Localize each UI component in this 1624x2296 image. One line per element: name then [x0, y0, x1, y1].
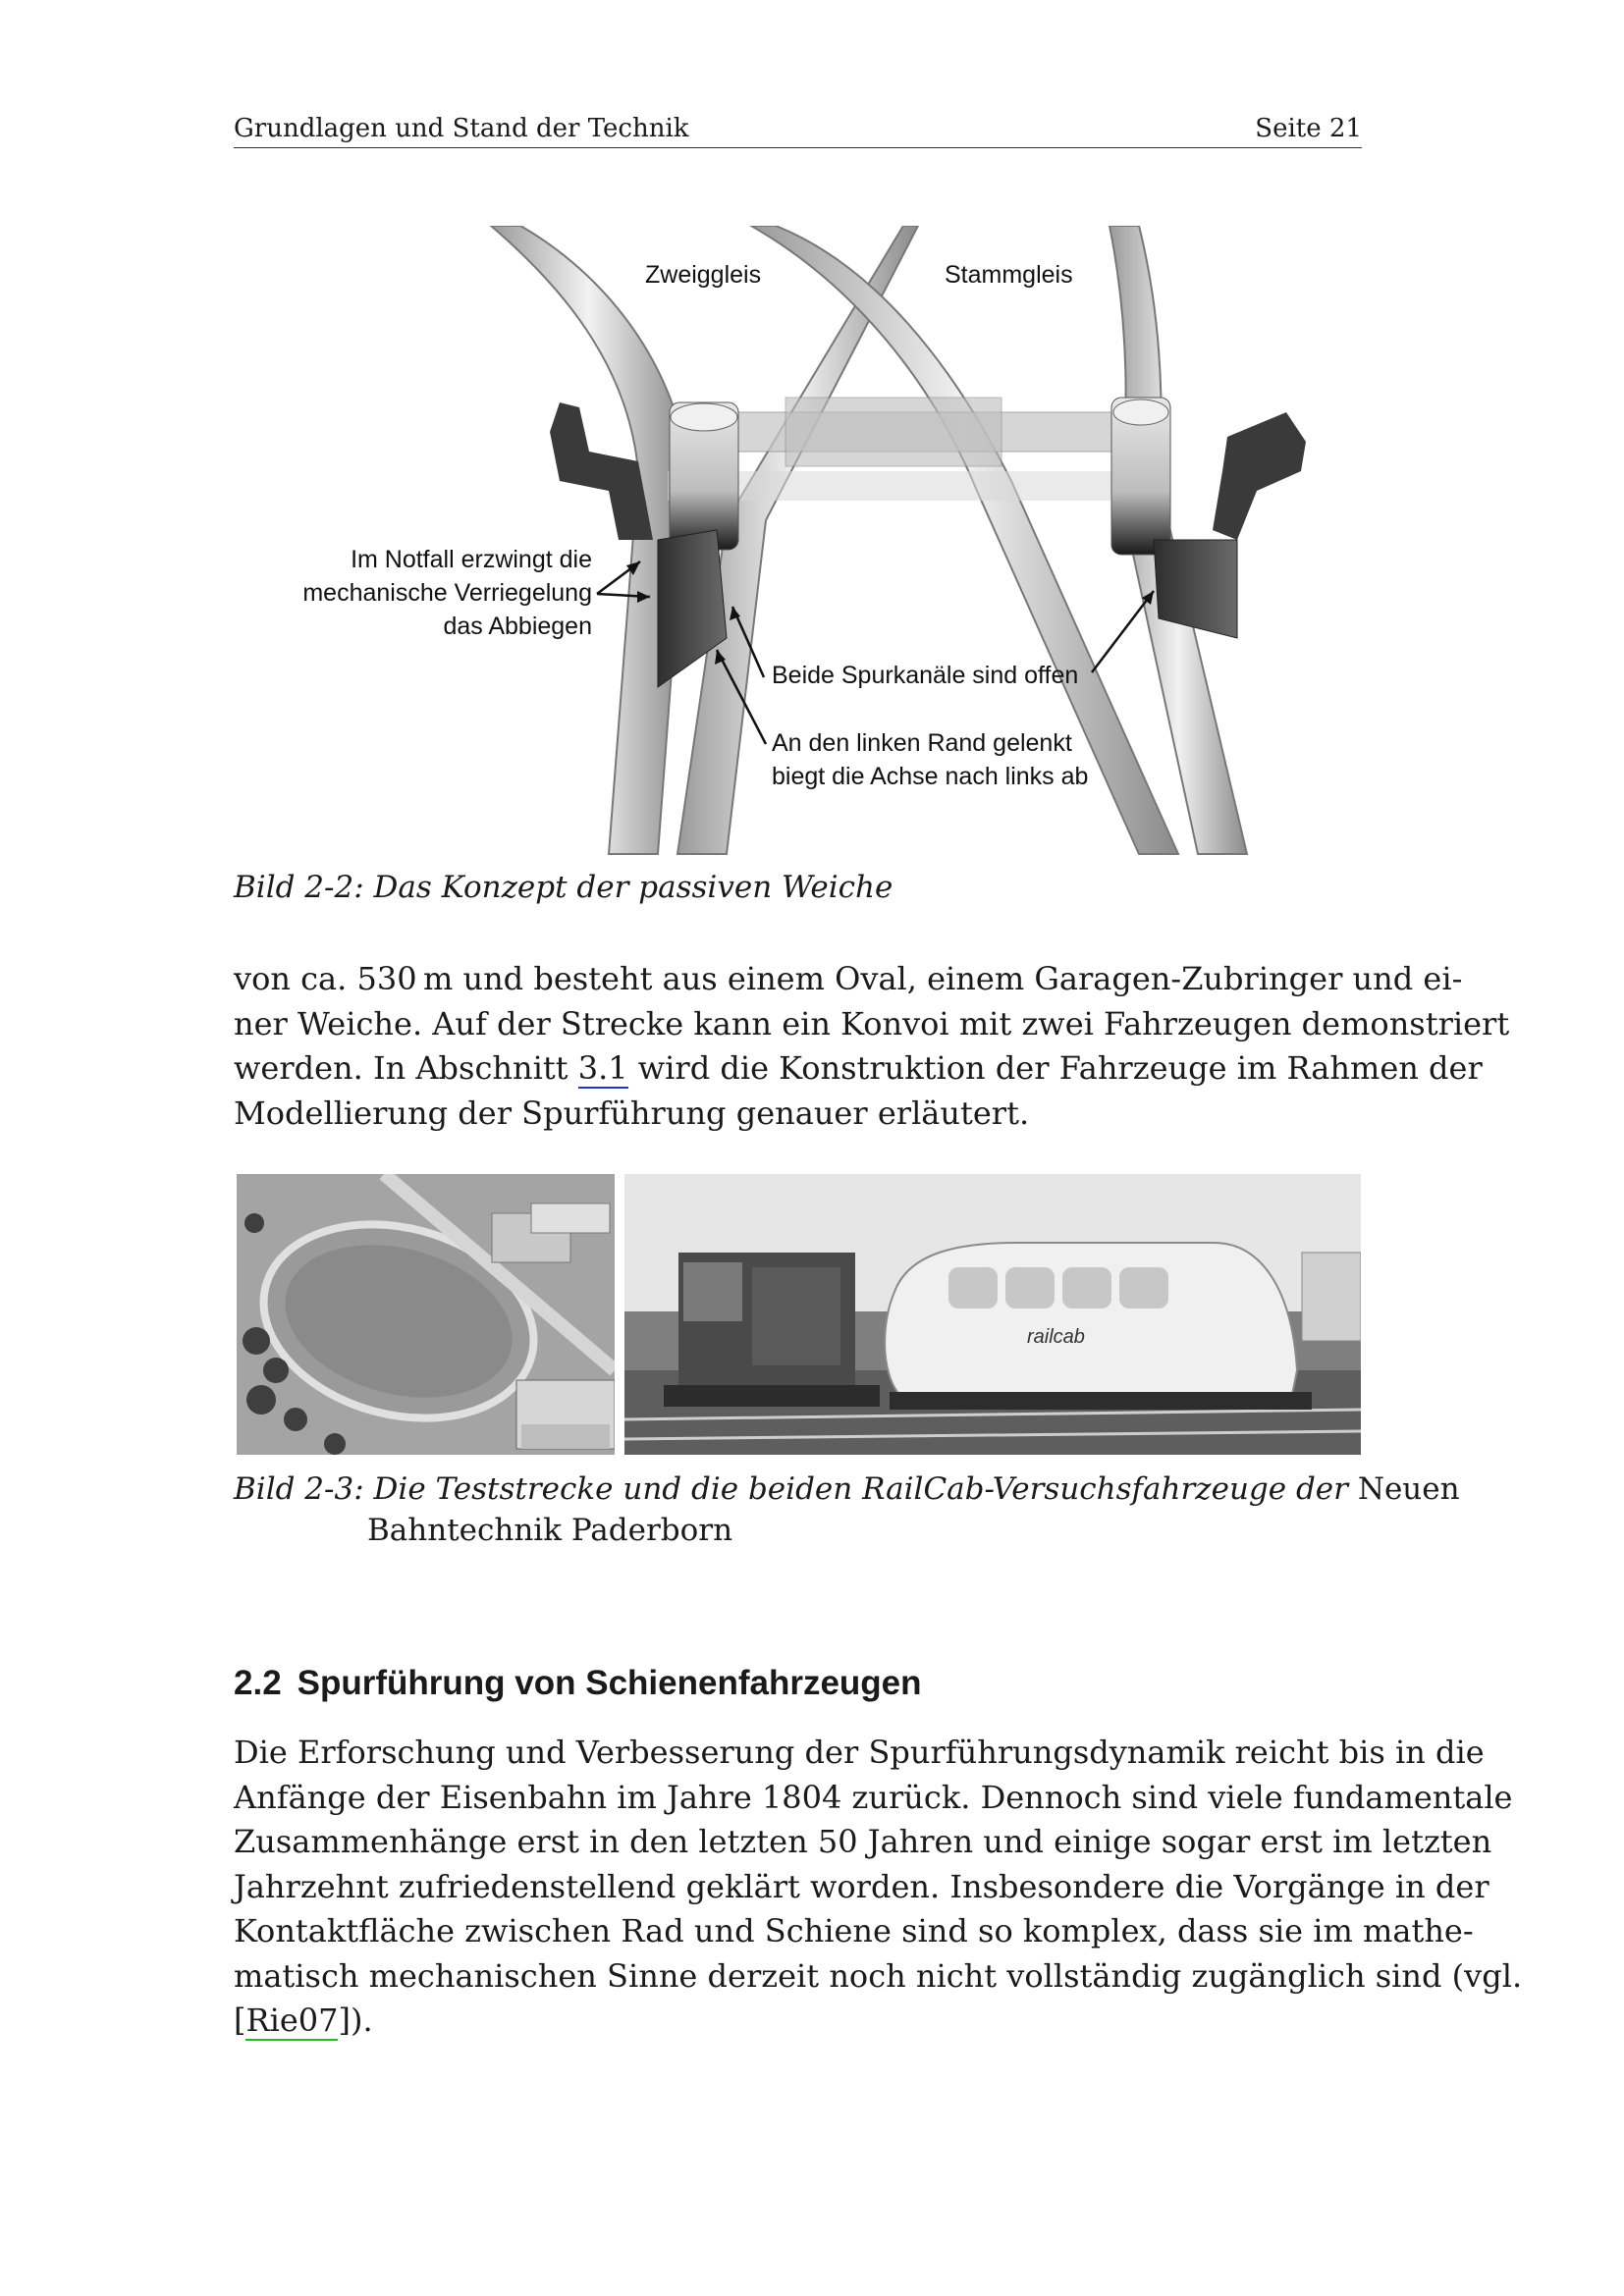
paragraph-1-line-1: von ca. 530 m und besteht aus einem Oval, einem Garagen-Zubringer und ei-	[234, 960, 1463, 997]
paragraph-1-line-2: ner Weiche. Auf der Strecke kann ein Konvoi mit zwei Fahrzeugen demonstriert	[234, 1004, 1510, 1042]
section-title: Spurführung von Schienenfahrzeugen	[297, 1664, 922, 1702]
section-number: 2.2	[234, 1664, 282, 1702]
label-left-edge-line-2: biegt die Achse nach links ab	[772, 763, 1089, 790]
header-page-number: Seite 21	[1255, 114, 1362, 143]
caption-text-italic: Die Teststrecke und die beiden RailCab-Versuchsfahrzeuge der	[373, 1471, 1348, 1507]
paragraph-2-line-4: Jahrzehnt zufriedenstellend geklärt worden. Insbesondere die Vorgänge in der	[234, 1867, 1489, 1905]
label-emergency-line-2: mechanische Verriegelung	[302, 579, 592, 607]
railcab-vehicles-photo	[624, 1174, 1361, 1455]
running-header	[234, 110, 1362, 148]
label-main-track: Stammgleis	[945, 261, 1073, 289]
label-branch-track: Zweiggleis	[645, 261, 762, 289]
header-chapter-title: Grundlagen und Stand der Technik	[234, 114, 689, 143]
paragraph-1	[234, 957, 1510, 1136]
paragraph-1-line-4: Modellierung der Spurführung genauer erläutert.	[234, 1094, 1030, 1132]
paragraph-2-line-2: Anfänge der Eisenbahn im Jahre 1804 zurück. Dennoch sind viele fundamentale	[234, 1778, 1513, 1816]
label-emergency-line-3: das Abbiegen	[443, 613, 592, 640]
section-heading	[234, 1664, 922, 1703]
paragraph-1-line-3: werden. In Abschnitt 3.1 wird die Konstruktion der Fahrzeuge im Rahmen der	[234, 1049, 1483, 1087]
paragraph-2-line-6: matisch mechanischen Sinne derzeit noch nicht vollständig zugänglich sind (vgl.	[234, 1956, 1523, 1995]
caption-text-upright: Neuen	[1357, 1471, 1460, 1507]
paragraph-2-line-3: Zusammenhänge erst in den letzten 50 Jahren und einige sogar erst im letzten	[234, 1823, 1492, 1860]
label-emergency-line-1: Im Notfall erzwingt die	[351, 546, 592, 573]
citation-link[interactable]: Rie07	[245, 2002, 339, 2039]
figure-caption-2-2: Bild 2-2: Das Konzept der passiven Weiche	[234, 870, 893, 905]
caption-label: Bild 2-3:	[234, 1471, 364, 1507]
paragraph-2	[234, 1731, 1523, 2044]
railcab-logo-text: railcab	[1027, 1326, 1085, 1348]
paragraph-2-line-7: [Rie07]).	[234, 2002, 373, 2039]
paragraph-2-line-1: Die Erforschung und Verbesserung der Spurführungsdynamik reicht bis in die	[234, 1734, 1485, 1771]
caption-line-2: Bahntechnik Paderborn	[367, 1513, 733, 1548]
label-left-edge-line-1: An den linken Rand gelenkt	[772, 729, 1072, 757]
section-reference-link[interactable]: 3.1	[577, 1049, 628, 1087]
passive-switch-diagram	[265, 226, 1345, 864]
paragraph-2-line-5: Kontaktfläche zwischen Rad und Schiene sind so komplex, dass sie im mathe-	[234, 1912, 1474, 1949]
lever-right	[1213, 412, 1306, 540]
label-both-channels-open: Beide Spurkanäle sind offen	[772, 662, 1079, 689]
figure-caption-2-3	[234, 1468, 1460, 1551]
test-track-aerial-photo	[237, 1174, 615, 1455]
